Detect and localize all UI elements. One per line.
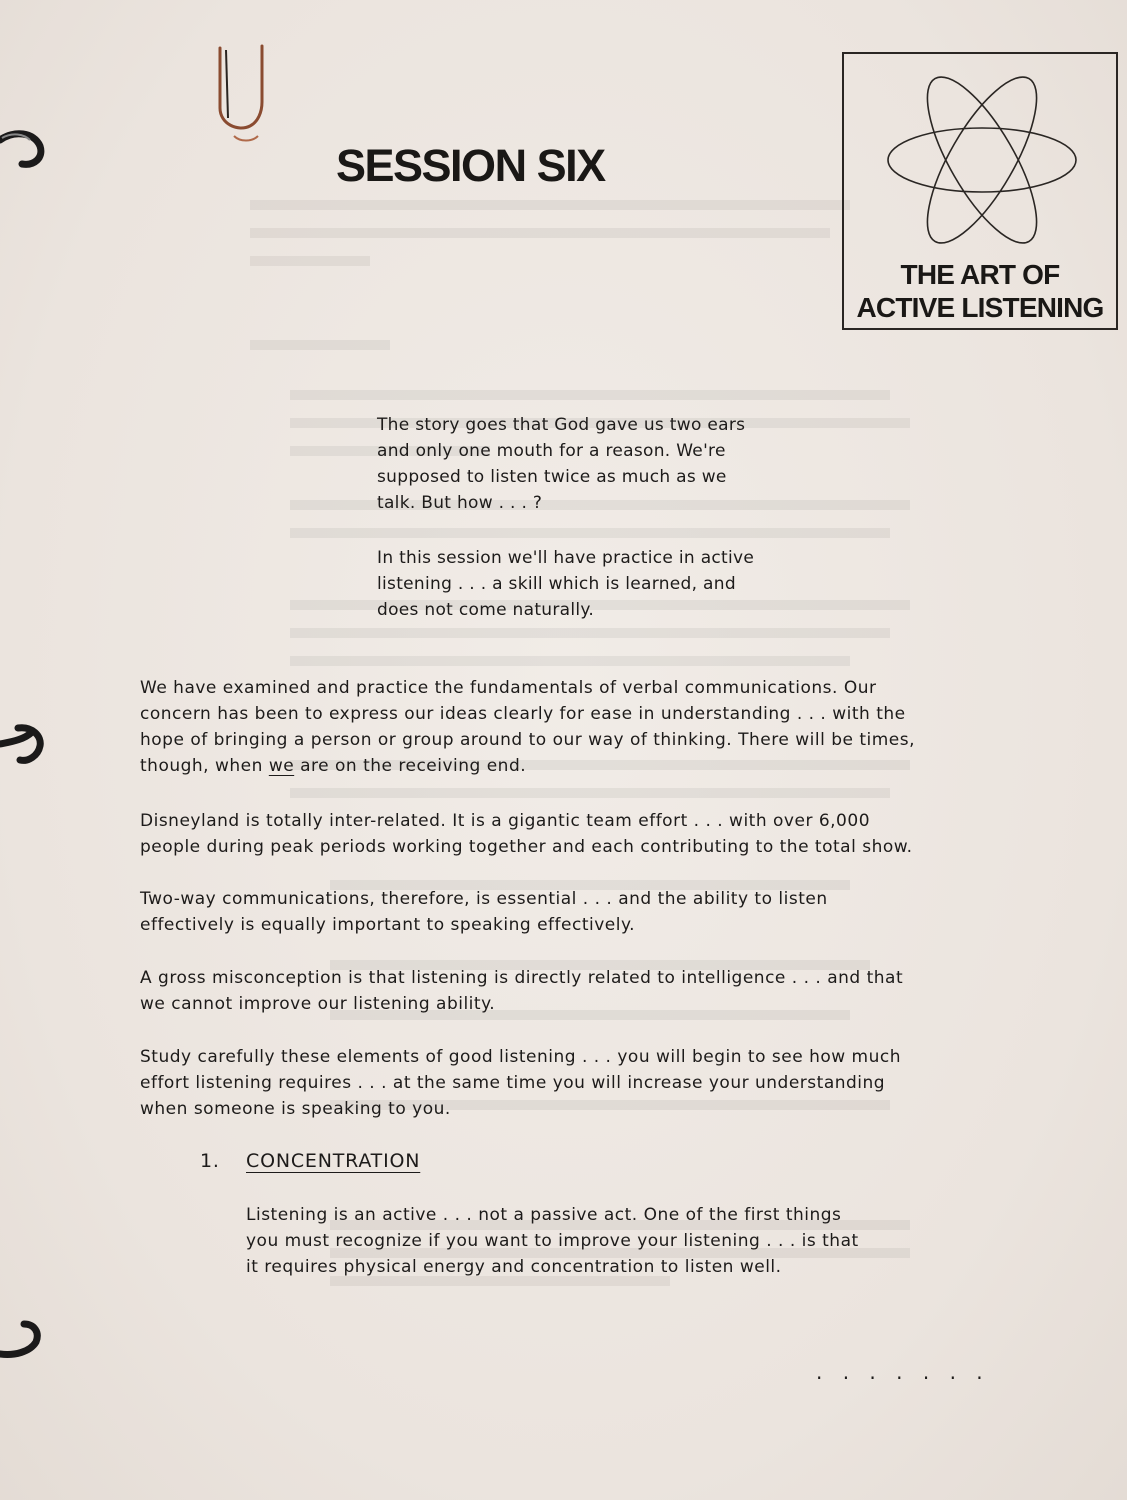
text-line: we cannot improve our listening ability.	[140, 994, 496, 1014]
text-line: talk. But how . . . ?	[377, 493, 543, 513]
text-line: you must recognize if you want to improve your listening . . . is that	[246, 1231, 859, 1251]
text-line: Two-way communications, therefore, is essential . . . and the ability to listen	[140, 889, 828, 909]
text-line: concern has been to express our ideas clearly for ease in understanding . . . with the	[140, 704, 906, 724]
text-line: and only one mouth for a reason. We're	[377, 441, 726, 461]
body-paragraph-2	[140, 808, 1020, 860]
text-line	[140, 753, 1020, 779]
paperclip-icon	[212, 38, 272, 158]
logo-line-1: THE ART OF	[900, 259, 1060, 290]
text-line: it requires physical energy and concentration to listen well.	[246, 1257, 782, 1277]
body-paragraph-1	[140, 675, 1020, 779]
text-line: when someone is speaking to you.	[140, 1099, 451, 1119]
list-number: 1.	[200, 1150, 220, 1172]
binder-ring-icon	[0, 1320, 50, 1364]
underlined-word: we	[268, 756, 295, 776]
body-paragraph-3	[140, 886, 1020, 938]
text-line: listening . . . a skill which is learned, and	[377, 574, 736, 594]
intro-paragraph-1	[377, 412, 837, 516]
text-line: effort listening requires . . . at the same time you will increase your understanding	[140, 1073, 886, 1093]
body-paragraph-5	[140, 1044, 1020, 1122]
text-fragment: are on the receiving end.	[294, 756, 527, 776]
list-item-body	[246, 1202, 966, 1280]
logo-badge	[842, 52, 1118, 330]
text-line: Disneyland is totally inter-related. It is a gigantic team effort . . . with over 6,000	[140, 811, 871, 831]
text-line: supposed to listen twice as much as we	[377, 467, 727, 487]
body-paragraph-4	[140, 965, 1020, 1017]
text-line: people during peak periods working together and each contributing to the total show.	[140, 837, 913, 857]
text-line: In this session we'll have practice in active	[377, 548, 755, 568]
text-line: does not come naturally.	[377, 600, 595, 620]
text-fragment: though, when	[140, 756, 269, 776]
text-line: Study carefully these elements of good listening . . . you will begin to see how much	[140, 1047, 902, 1067]
text-line: hope of bringing a person or group around to our way of thinking. There will be times,	[140, 730, 916, 750]
text-line: We have examined and practice the fundamentals of verbal communications. Our	[140, 678, 877, 698]
atom-icon	[884, 62, 1080, 258]
binder-ring-icon	[0, 722, 50, 766]
section-heading: CONCENTRATION	[246, 1150, 421, 1172]
logo-text	[844, 258, 1116, 324]
binder-ring-icon	[0, 126, 50, 170]
list-item-heading	[200, 1147, 420, 1175]
intro-paragraph-2	[377, 545, 837, 623]
logo-line-2: ACTIVE LISTENING	[856, 292, 1104, 323]
text-line: A gross misconception is that listening is directly related to intelligence . . . and that	[140, 968, 904, 988]
text-line: effectively is equally important to speaking effectively.	[140, 915, 635, 935]
text-line: The story goes that God gave us two ears	[377, 415, 746, 435]
page-title: SESSION SIX	[336, 140, 605, 191]
continued-marker: . . . . . . .	[816, 1360, 990, 1384]
text-line: Listening is an active . . . not a passive act. One of the first things	[246, 1205, 842, 1225]
